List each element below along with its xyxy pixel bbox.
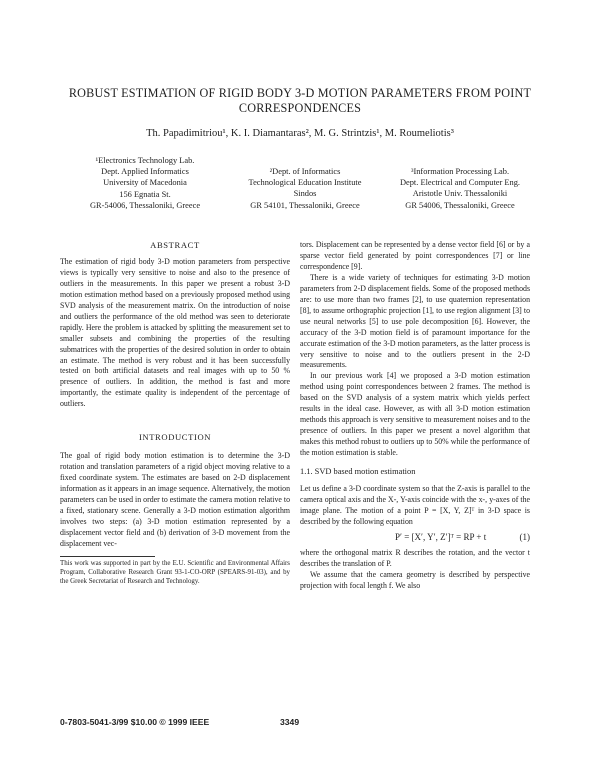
- affiliation-line: ²Dept. of Informatics: [269, 167, 341, 176]
- abstract-heading: ABSTRACT: [150, 240, 200, 250]
- abstract-text: The estimation of rigid body 3-D motion parameters from perspective views is typically very sensitive to noise and also to the presence of outliers in the measurements. In this paper we present a robust 3-D motion estimation method based on a previously proposed method using SVD analysis of the measurement matrix. On the introduction of noise and outliers the performance of the old method was seen to deteriorate rapidly. Here the problem is attacked by splitting the measurement set to smaller subsets and combining the properties of the resulting submatrices with the properties of the desired solution in order to obtain an estimate. The method is very robust and it has been successfully tested on both artificial datasets and real images with up to 50 % presence of outliers. In addition, the method is fast and more importantly, the estimate quality is independent of the percentage of outliers.: [60, 256, 290, 409]
- paper-title: ROBUST ESTIMATION OF RIGID BODY 3-D MOTION PARAMETERS FROM POINT CORRESPONDENCES: [68, 86, 532, 115]
- affiliation-line: GR-54006, Thessaloniki, Greece: [89, 200, 201, 210]
- body-paragraph: Let us define a 3-D coordinate system so that the Z-axis is parallel to the camera optical axis and the X-, Y-axis coincide with the x-, y-axes of the image plane. The motion of a point P = [X, Y, Z]ᵀ in 3-D space is described by the following equation: [300, 484, 530, 526]
- equation-number: (1): [519, 531, 530, 542]
- affiliation-2: [230, 166, 380, 211]
- left-column: [60, 240, 290, 587]
- affiliation-line: Dept. Applied Informatics: [101, 167, 189, 177]
- introduction-heading: INTRODUCTION: [138, 432, 212, 443]
- body-paragraph: There is a wide variety of techniques for estimating 3-D motion parameters from 2-D displacement fields. Some of the proposed methods are: to use more than two frames [2], to use quaternion representation [8], to assume orthographic projection [1], to use region alignment [3] to use neural networks [5] to use pole decomposition [6]. However, the accuracy of the 3-D motion field is of paramount importance for the accurate estimation of the 3-D motion parameters, as the latter process is very sensitive to noise and to the outliers present in the 2-D measurements.: [300, 272, 530, 370]
- affiliation-line: Dept. Electrical and Computer Eng.: [399, 178, 520, 188]
- affiliation-line: ³Information Processing Lab.: [410, 167, 510, 176]
- affiliation-line: GR 54006, Thessaloniki, Greece: [405, 200, 515, 210]
- subsection-heading: 1.1. SVD based motion estimation: [300, 467, 416, 477]
- body-paragraph: We assume that the camera geometry is described by perspective projection with focal length f. We also: [300, 569, 530, 590]
- isbn-line: 0-7803-5041-3/99 $10.00 © 1999 IEEE: [60, 717, 210, 727]
- equation-row: [300, 528, 530, 548]
- affiliation-3: [380, 166, 540, 211]
- page-number: 3349: [280, 717, 300, 727]
- affiliation-line: Sindos: [293, 189, 317, 199]
- affiliation-line: Aristotle Univ. Thessaloniki: [412, 189, 508, 199]
- right-column: [300, 240, 530, 592]
- author-list: Th. Papadimitriou¹, K. I. Diamantaras², M. G. Strintzis¹, M. Roumeliotis³: [146, 128, 454, 139]
- affiliation-line: ¹Electronics Technology Lab.: [95, 156, 195, 165]
- body-paragraph: where the orthogonal matrix R describes the rotation, and the vector t describes the translation of P.: [300, 547, 530, 568]
- funding-footnote: This work was supported in part by the E.U. Scientific and Environmental Affairs Program, Collaborative Research Grant 93-1-CO-ORP (SPEARS-91-03), and by the Greek Secretariat of Research and Technology.: [60, 559, 290, 585]
- motion-equation: P′ = [X′, Y′, Z′]ᵀ = RP + t: [395, 531, 487, 542]
- affiliation-1: [70, 155, 220, 211]
- affiliation-line: University of Macedonia: [103, 178, 187, 188]
- body-paragraph: In our previous work [4] we proposed a 3-D motion estimation method using point correspondences between 2 frames. The method is based on the SVD analysis of a system matrix which yields perfect results in the ideal case. However, as with all 3-D motion estimation methods this approach is very sensitive to measurement noises and to the presence of outliers. In this paper we present a novel algorithm that makes this method robust to outliers up to 50% while the performance of the motion estimation is stable.: [300, 371, 530, 458]
- affiliation-line: 156 Egnatia St.: [119, 189, 171, 199]
- introduction-paragraph: The goal of rigid body motion estimation is to determine the 3-D rotation and translation parameters of a rigid object moving relative to a fixed coordinate system. The estimates are based on 2-D displacement information as it appears in an image sequence. Alternatively, the motion parameters can be used in order to estimate the camera motion relative to a fixed, stationary scene. Generally a 3-D motion estimation algorithm involves two steps: (a) 3-D motion estimation represented by a displacement vector field and (b) derivation of 3-D movement from the displacement vec-: [60, 451, 290, 548]
- affiliation-line: Technological Education Institute: [248, 178, 362, 188]
- footnote-rule: [60, 556, 155, 557]
- body-paragraph: tors. Displacement can be represented by a dense vector field [6] or by a sparse vector field generated by point correspondences [7] or line correspondence [9].: [300, 240, 530, 271]
- affiliation-line: GR 54101, Thessaloniki, Greece: [250, 200, 360, 210]
